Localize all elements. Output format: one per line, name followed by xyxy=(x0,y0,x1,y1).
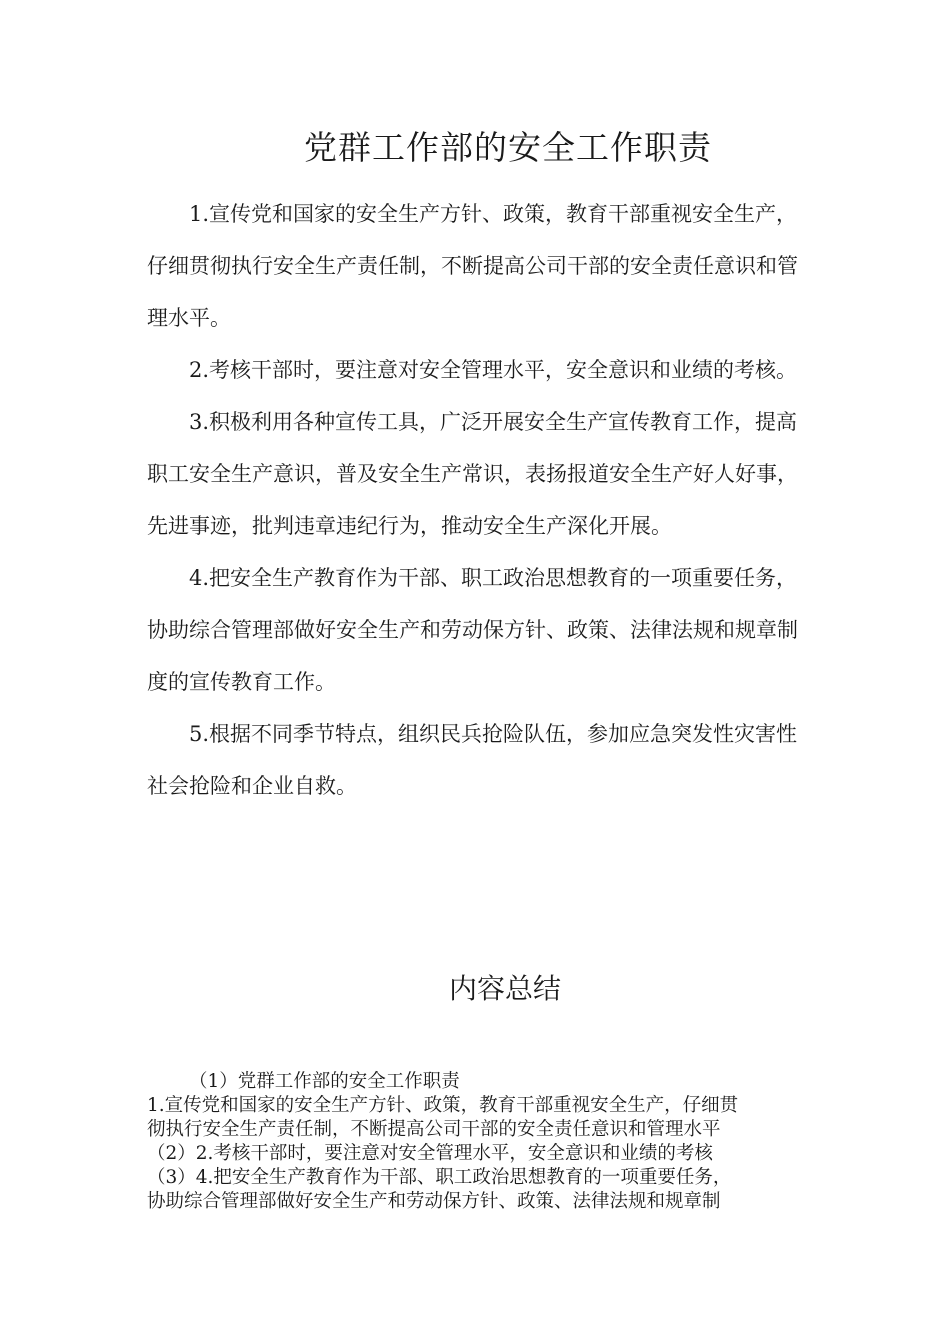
summary-title: 内容总结 xyxy=(448,972,561,1005)
summary-line-1: （1）党群工作部的安全工作职责 xyxy=(189,1071,460,1092)
paragraph-5: 5.根据不同季节特点，组织民兵抢险队伍，参加应急突发性灾害性社会抢险和企业自救。 xyxy=(147,722,798,798)
paragraph-4: 4.把安全生产教育作为干部、职工政治思想教育的一项重要任务，协助综合管理部做好安全生产和劳动保方针、政策、法律法规和规章制度的宣传教育工作。 xyxy=(147,566,798,694)
summary-line-5: （3）4.把安全生产教育作为干部、职工政治思想教育的一项重要任务， xyxy=(147,1167,732,1188)
paragraph-3: 3.积极利用各种宣传工具，广泛开展安全生产宣传教育工作，提高职工安全生产意识，普及安全生产常识，表扬报道安全生产好人好事，先进事迹，批判违章违纪行为，推动安全生产深化开展。 xyxy=(147,410,798,538)
summary-line-4: （2）2.考核干部时，要注意对安全管理水平，安全意识和业绩的考核 xyxy=(147,1143,713,1164)
summary-line-3: 彻执行安全生产责任制，不断提高公司干部的安全责任意识和管理水平 xyxy=(147,1119,721,1140)
summary-line-2: 1.宣传党和国家的安全生产方针、政策，教育干部重视安全生产，仔细贯 xyxy=(147,1095,739,1116)
summary-body xyxy=(147,1070,812,1214)
summary-line-6: 协助综合管理部做好安全生产和劳动保方针、政策、法律法规和规章制 xyxy=(147,1191,721,1212)
paragraph-2: 2.考核干部时，要注意对安全管理水平，安全意识和业绩的考核。 xyxy=(189,358,798,382)
document-body xyxy=(147,188,807,812)
document-title: 党群工作部的安全工作职责 xyxy=(304,128,712,167)
paragraph-1: 1.宣传党和国家的安全生产方针、政策，教育干部重视安全生产，仔细贯彻执行安全生产责任制，不断提高公司干部的安全责任意识和管理水平。 xyxy=(147,202,798,330)
